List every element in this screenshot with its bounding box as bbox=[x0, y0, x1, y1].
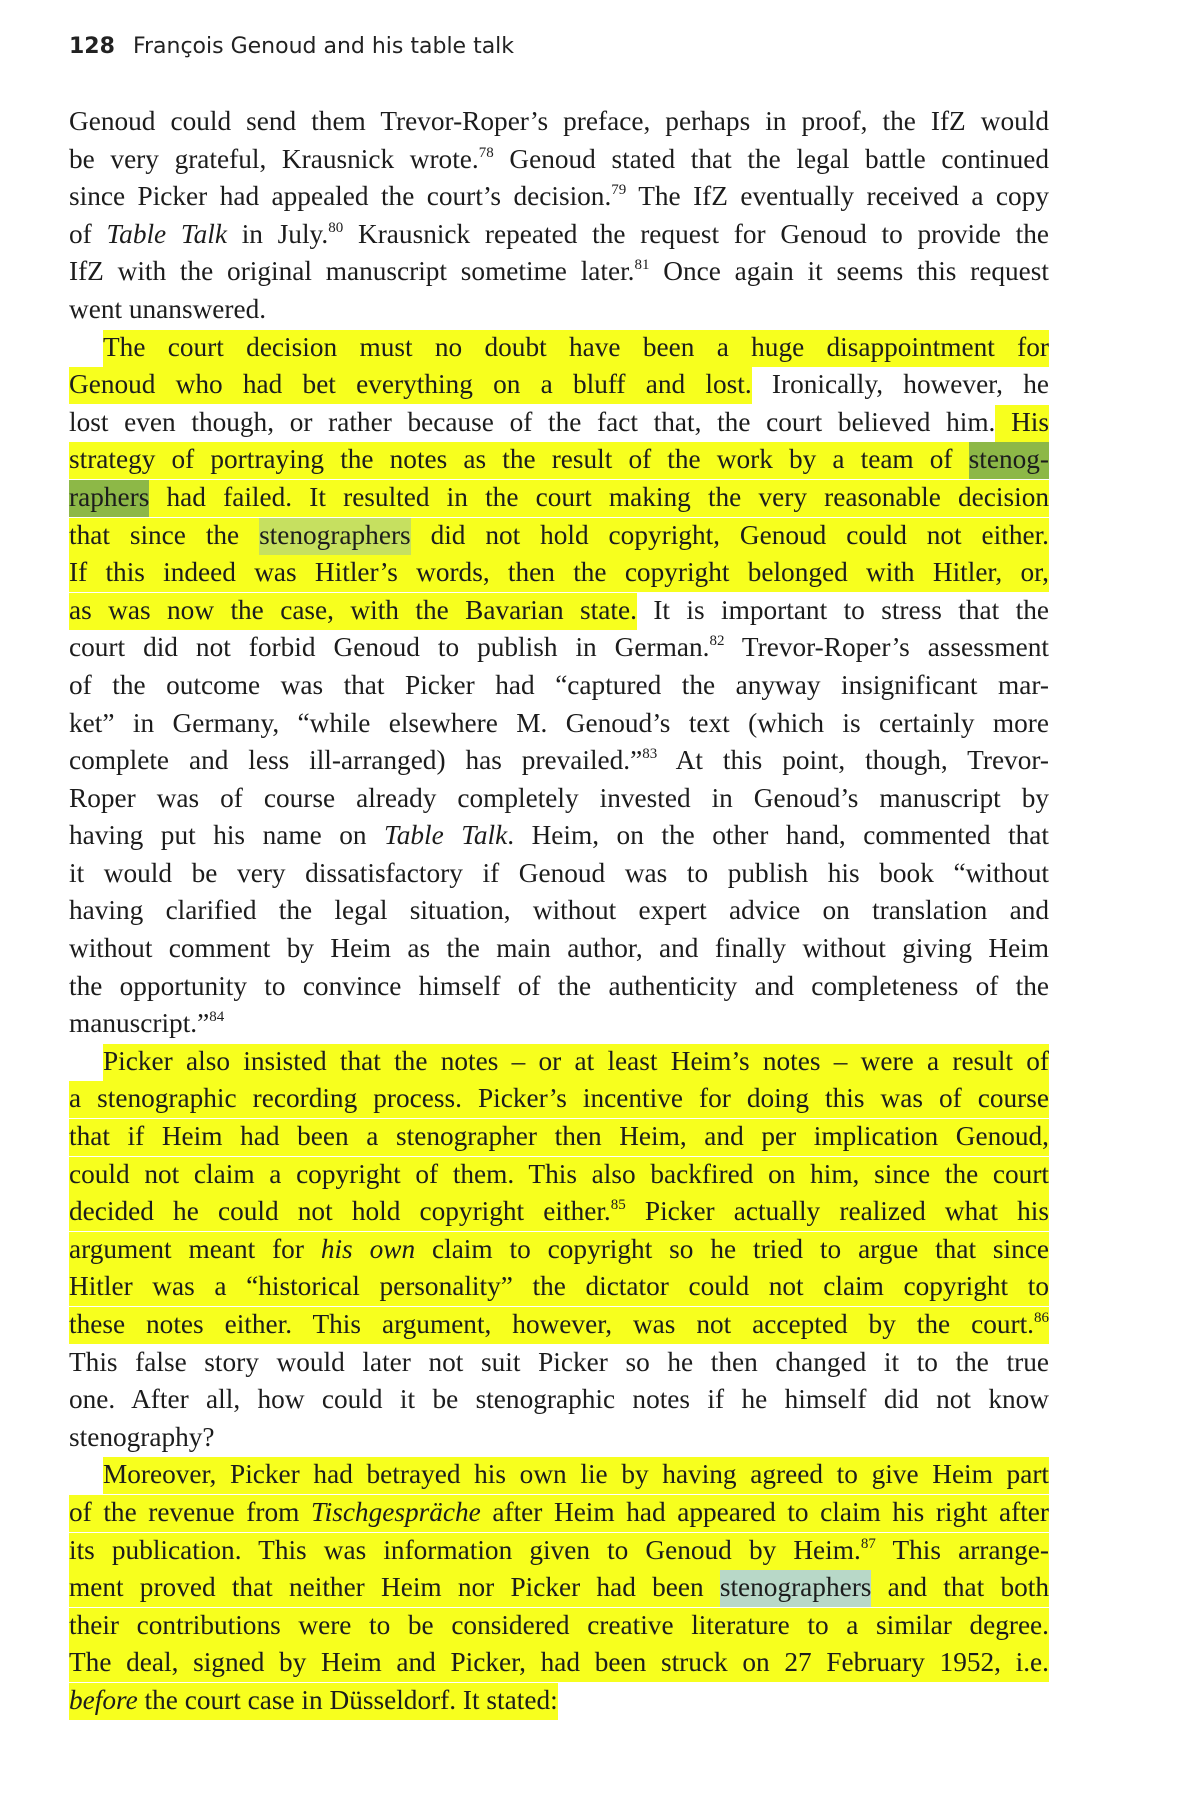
text-line: lost even though, or rather because of the fact that, the court believed him. His bbox=[69, 404, 1049, 442]
text-line bbox=[69, 1494, 1049, 1532]
footnote-ref[interactable]: 84 bbox=[209, 1009, 225, 1026]
text-line bbox=[69, 1607, 1049, 1645]
text-line: IfZ with the original manuscript sometime later.$^{81}$ Once again it seems this request bbox=[69, 256, 1050, 287]
highlight: The court decision must no doubt have been a huge disappointment for bbox=[103, 330, 1049, 367]
highlight: Genoud who had bet everything on a bluff and lost. bbox=[69, 367, 752, 404]
highlight: strategy of portraying the notes as the result of the work by a team of bbox=[69, 442, 969, 479]
text-line bbox=[69, 1080, 1049, 1118]
highlight: their contributions were to be considered creative literature to a similar degree. bbox=[69, 1608, 1049, 1645]
highlight: His bbox=[995, 405, 1049, 442]
footnote-ref[interactable]: 83 bbox=[642, 746, 658, 763]
highlight: before the court case in Düsseldorf. It stated: bbox=[69, 1683, 558, 1720]
footnote-ref[interactable]: 86 bbox=[1034, 1310, 1049, 1326]
text-line bbox=[69, 1231, 1049, 1269]
text-line: went unanswered. bbox=[69, 293, 267, 324]
highlight: that if Heim had been a stenographer then Heim, and per implication Genoud, bbox=[69, 1119, 1049, 1156]
text-line: Genoud who had bet everything on a bluff and lost. Ironically, however, he bbox=[69, 366, 1049, 404]
highlight: could not claim a copyright of them. This also backfired on him, since the court bbox=[69, 1157, 1049, 1194]
footnote-ref[interactable]: 78 bbox=[478, 144, 494, 161]
highlight: had failed. It resulted in the court making the very reasonable decision bbox=[149, 480, 1049, 517]
highlight-lime: stenographers bbox=[259, 518, 411, 555]
text-line: of Table Talk in July.$^{80}$ Krausnick repeated the request for Genoud to provide the bbox=[69, 218, 1049, 249]
text-line: without comment by Heim as the main author, and finally without giving Heim bbox=[69, 933, 1049, 964]
text-line bbox=[69, 441, 1049, 479]
text-line bbox=[69, 1682, 1049, 1720]
text-line bbox=[69, 1569, 1049, 1607]
text-line: ket” in Germany, “while elsewhere M. Genoud’s text (which is certainly more bbox=[69, 707, 1049, 738]
text-line: complete and less ill-arranged) has prevailed.”$^{83}$ At this point, though, Trevor- bbox=[69, 745, 1049, 776]
running-head bbox=[69, 34, 514, 59]
footnote-ref[interactable]: 80 bbox=[328, 219, 344, 236]
text-line: the opportunity to convince himself of the authenticity and completeness of the bbox=[69, 970, 1049, 1001]
text-line: since Picker had appealed the court’s decision.$^{79}$ The IfZ eventually received a copy bbox=[69, 181, 1049, 212]
footnote-ref[interactable]: 87 bbox=[860, 1535, 876, 1552]
running-title: François Genoud and his table talk bbox=[132, 34, 515, 59]
highlight: a stenographic recording process. Picker’s incentive for doing this was of course bbox=[69, 1081, 1049, 1118]
highlight-blue: stenographers bbox=[720, 1570, 872, 1607]
highlight: ment proved that neither Heim nor Picker had been bbox=[69, 1570, 720, 1607]
highlight: decided he could not hold copyright either.$^{85}$ Picker actually realized what his bbox=[69, 1194, 1049, 1231]
text-line bbox=[69, 1268, 1049, 1306]
text-line bbox=[69, 517, 1049, 555]
footnote-ref[interactable]: 82 bbox=[709, 633, 725, 650]
text-line: having put his name on Table Talk. Heim, on the other hand, commented that bbox=[69, 820, 1050, 851]
page-number: 128 bbox=[69, 34, 115, 59]
text-line: court did not forbid Genoud to publish in German.$^{82}$ Trevor-Roper’s assessment bbox=[69, 632, 1049, 663]
text-line bbox=[69, 1532, 1049, 1570]
text-line bbox=[69, 1156, 1049, 1194]
footnote-ref[interactable]: 85 bbox=[610, 1197, 626, 1214]
text-line: This false story would later not suit Picker so he then changed it to the true bbox=[69, 1346, 1049, 1377]
text-line: Genoud could send them Trevor-Roper’s preface, perhaps in proof, the IfZ would bbox=[69, 106, 1049, 136]
highlight: If this indeed was Hitler’s words, then the copyright belonged with Hitler, or, bbox=[69, 555, 1049, 592]
highlight: and that both bbox=[871, 1570, 1049, 1607]
text-line bbox=[69, 1118, 1049, 1156]
footnote-ref[interactable]: 79 bbox=[611, 182, 627, 199]
highlight: these notes either. This argument, however, was not accepted by the court.$^{86}$ bbox=[69, 1307, 1049, 1344]
text-line bbox=[69, 1193, 1049, 1231]
highlight: argument meant for his own claim to copyright so he tried to argue that since bbox=[69, 1232, 1049, 1269]
text-line bbox=[69, 479, 1049, 517]
text-line: having clarified the legal situation, without expert advice on translation and bbox=[69, 895, 1049, 926]
text-line: stenography? bbox=[69, 1421, 215, 1452]
text-line bbox=[69, 1456, 1049, 1494]
highlight: as was now the case, with the Bavarian state. bbox=[69, 593, 637, 630]
text-line bbox=[69, 554, 1049, 592]
text-line: be very grateful, Krausnick wrote.$^{78}$ Genoud stated that the legal battle continued bbox=[69, 143, 1049, 174]
highlight: of the revenue from Tischgespräche after Heim had appeared to claim his right after bbox=[69, 1495, 1049, 1532]
text-line: one. After all, how could it be stenographic notes if he himself did not know bbox=[69, 1384, 1049, 1415]
text-line bbox=[69, 1043, 1049, 1081]
text-line: manuscript.”$^{84}$ bbox=[69, 1008, 225, 1039]
highlight-green: stenog- bbox=[969, 442, 1049, 479]
highlight: that since the bbox=[69, 518, 259, 555]
highlight: The deal, signed by Heim and Picker, had been struck on 27 February 1952, i.e. bbox=[69, 1645, 1049, 1682]
text-line: Roper was of course already completely invested in Genoud’s manuscript by bbox=[69, 782, 1049, 813]
highlight: Moreover, Picker had betrayed his own lie by having agreed to give Heim part bbox=[103, 1457, 1049, 1494]
text-line bbox=[69, 329, 1049, 367]
text-line bbox=[69, 1644, 1049, 1682]
highlight: did not hold copyright, Genoud could not either. bbox=[411, 518, 1049, 555]
highlight-green: raphers bbox=[69, 480, 149, 517]
footnote-ref[interactable]: 81 bbox=[634, 257, 650, 274]
body-text bbox=[69, 103, 1049, 1720]
highlight: its publication. This was information given to Genoud by Heim.$^{87}$ This arrange- bbox=[69, 1533, 1049, 1570]
text-line: as was now the case, with the Bavarian state. It is important to stress that the bbox=[69, 592, 1049, 630]
text-line: of the outcome was that Picker had “captured the anyway insignificant mar- bbox=[69, 669, 1049, 700]
highlight: Hitler was a “historical personality” the dictator could not claim copyright to bbox=[69, 1269, 1049, 1306]
text-line: it would be very dissatisfactory if Genoud was to publish his book “without bbox=[69, 857, 1049, 888]
highlight: Picker also insisted that the notes – or at least Heim’s notes – were a result of bbox=[103, 1044, 1049, 1081]
text-line bbox=[69, 1306, 1049, 1344]
